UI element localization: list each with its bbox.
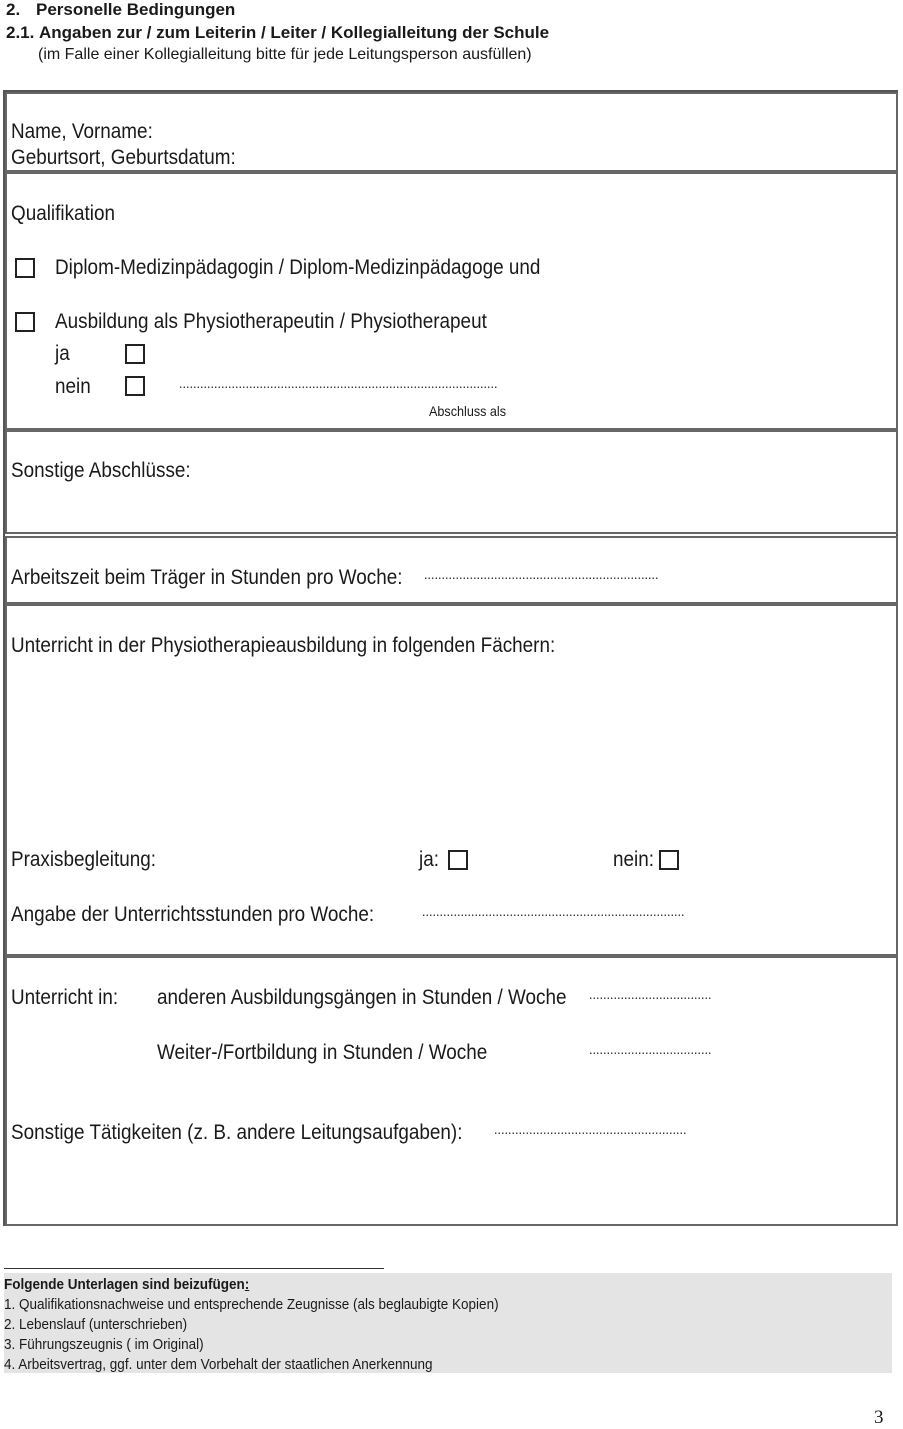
hours-field[interactable]: ........................................................................... (422, 903, 685, 919)
attachment-item: 1. Qualifikationsnachweise und entsprechende Zeugnisse (als beglaubigte Kopien) (4, 1296, 499, 1313)
attachment-item: 2. Lebenslauf (unterschrieben) (4, 1316, 188, 1333)
praxis-no-checkbox[interactable] (659, 850, 679, 870)
birth-label: Geburtsort, Geburtsdatum: (11, 146, 236, 169)
qualification-option2-checkbox[interactable] (15, 312, 35, 332)
section-title: Personelle Bedingungen (36, 0, 236, 19)
subsection-heading (6, 23, 549, 43)
attachments-title-colon: : (244, 1276, 250, 1293)
personal-section (5, 92, 898, 172)
qualification-option1-label: Diplom-Medizinpädagogin / Diplom-Medizinpädagoge und (55, 256, 541, 279)
section-heading (6, 0, 235, 20)
section-number: 2. (6, 0, 21, 19)
no-checkbox[interactable] (125, 376, 145, 396)
attachments-box (4, 1273, 892, 1373)
other-activities-field[interactable]: ....................................................... (494, 1121, 687, 1137)
qualification-section (5, 172, 898, 430)
subsection-note: (im Falle einer Kollegialleitung bitte für jede Leitungsperson ausfüllen) (38, 46, 532, 63)
working-time-field[interactable]: ................................................................... (424, 566, 659, 582)
attachments-title-text: Folgende Unterlagen sind beizufügen (4, 1276, 245, 1293)
attachment-item: 4. Arbeitsvertrag, ggf. unter dem Vorbehalt der staatlichen Anerkennung (4, 1356, 433, 1373)
name-label: Name, Vorname: (11, 120, 153, 143)
other-degrees-label: Sonstige Abschlüsse: (11, 459, 191, 482)
working-time-label: Arbeitszeit beim Träger in Stunden pro Woche: (11, 566, 403, 589)
attachments-divider (4, 1268, 384, 1269)
abschluss-caption: Abschluss als (429, 403, 507, 419)
attachments-title (4, 1276, 249, 1293)
teaching-in-label: Unterricht in: (11, 986, 119, 1009)
attachment-item: 3. Führungszeugnis ( im Original) (4, 1336, 204, 1353)
praxis-label: Praxisbegleitung: (11, 848, 156, 871)
qualification-option1-checkbox[interactable] (15, 258, 35, 278)
qualification-label: Qualifikation (11, 202, 116, 225)
praxis-yes-label: ja: (419, 848, 439, 871)
page-number: 3 (874, 1407, 884, 1428)
yes-label: ja (55, 342, 70, 365)
other-activities-label: Sonstige Tätigkeiten (z. B. andere Leitungsaufgaben): (11, 1121, 463, 1144)
abschluss-field[interactable]: ........................................................................................... (179, 375, 498, 391)
teaching-label: Unterricht in der Physiotherapieausbildung in folgenden Fächern: (11, 634, 556, 657)
other-programs-field[interactable]: ................................... (589, 986, 712, 1002)
qualification-option2-label: Ausbildung als Physiotherapeutin / Physiotherapeut (55, 310, 487, 333)
subsection-title: Angaben zur / zum Leiterin / Leiter / Kollegialleitung der Schule (39, 23, 550, 42)
praxis-no-label: nein: (613, 848, 654, 871)
teaching-in-section (5, 956, 898, 1226)
further-training-field[interactable]: ................................... (589, 1041, 712, 1057)
hours-label: Angabe der Unterrichtsstunden pro Woche: (11, 903, 375, 926)
teaching-section (5, 604, 898, 956)
other-degrees-section (5, 430, 898, 534)
yes-checkbox[interactable] (125, 344, 145, 364)
praxis-yes-checkbox[interactable] (448, 850, 468, 870)
further-training-label: Weiter-/Fortbildung in Stunden / Woche (157, 1041, 488, 1064)
no-label: nein (55, 375, 91, 398)
working-time-section (5, 536, 898, 604)
subsection-number: 2.1. (6, 23, 35, 42)
other-programs-label: anderen Ausbildungsgängen in Stunden / Woche (157, 986, 567, 1009)
